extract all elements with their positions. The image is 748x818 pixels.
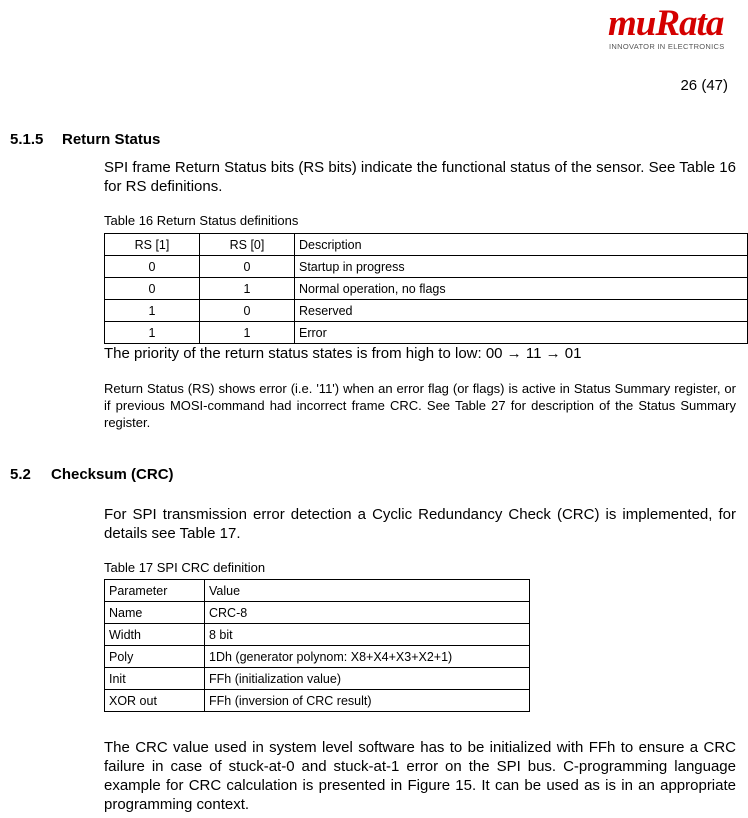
table-cell: 1 [105,322,200,344]
table-header-cell: Description [295,234,748,256]
table-cell: 8 bit [205,624,530,646]
table-cell: 1 [200,278,295,300]
crc-intro: For SPI transmission error detection a Cyclic Redundancy Check (CRC) is implemented, for details see Table 17. [104,506,736,542]
table-cell: CRC-8 [205,602,530,624]
table-cell: Error [295,322,748,344]
table-header-cell: Parameter [105,580,205,602]
table-cell: Width [105,624,205,646]
section-number: 5.1.5 [10,131,44,148]
section-title: Checksum (CRC) [51,466,174,483]
table-cell: 1 [200,322,295,344]
table-cell: 0 [200,300,295,322]
table-header-cell: Value [205,580,530,602]
return-status-table [104,233,748,344]
murata-logo [608,4,742,44]
table-row [105,278,748,300]
table-row [105,646,530,668]
table-row [105,256,748,278]
table-caption: Table 16 Return Status definitions [104,213,299,228]
crc-closing-text: The CRC value used in system level software has to be initialized with FFh to ensure a CRC failure in case of stuck-at-0 and stuck-at-1 error on the SPI bus. C-programming language example for CRC calculation is presented in Figure 15. It can be used as is in an appropriate programming context. [104,739,736,813]
rs-error-text: Return Status (RS) shows error (i.e. '11') when an error flag (or flags) is active in Status Summary register, or if previous MOSI-command had incorrect frame CRC. See Table 27 for description of the Status Summary register. [104,381,736,430]
table-row [105,690,530,712]
table-cell: Init [105,668,205,690]
table-row [105,602,530,624]
crc-definition-table [104,579,530,712]
table-header-row [105,234,748,256]
page-number: 26 (47) [680,77,728,94]
table-cell: Name [105,602,205,624]
table-header-cell: RS [0] [200,234,295,256]
table-cell: Normal operation, no flags [295,278,748,300]
table-cell: Startup in progress [295,256,748,278]
return-status-intro: SPI frame Return Status bits (RS bits) indicate the functional status of the sensor. See Table 16 for RS definitions. [104,159,736,195]
table-row [105,300,748,322]
table-cell: Poly [105,646,205,668]
table-cell: 1Dh (generator polynom: X8+X4+X3+X2+1) [205,646,530,668]
table-header-row [105,580,530,602]
table-header-cell: RS [1] [105,234,200,256]
priority-text: The priority of the return status states is from high to low: 00 → 11 → 01 [104,345,582,362]
table-row [105,668,530,690]
section-number: 5.2 [10,466,31,483]
table-cell: 0 [105,256,200,278]
table-cell: XOR out [105,690,205,712]
logo-text: muRata [608,3,724,44]
table-cell: FFh (inversion of CRC result) [205,690,530,712]
logo-tagline: INNOVATOR IN ELECTRONICS [609,42,725,51]
table-cell: Reserved [295,300,748,322]
table-cell: 0 [200,256,295,278]
table-cell: 1 [105,300,200,322]
table-caption: Table 17 SPI CRC definition [104,560,266,575]
table-row [105,322,748,344]
table-row [105,624,530,646]
section-title: Return Status [62,131,161,148]
table-cell: FFh (initialization value) [205,668,530,690]
table-cell: 0 [105,278,200,300]
